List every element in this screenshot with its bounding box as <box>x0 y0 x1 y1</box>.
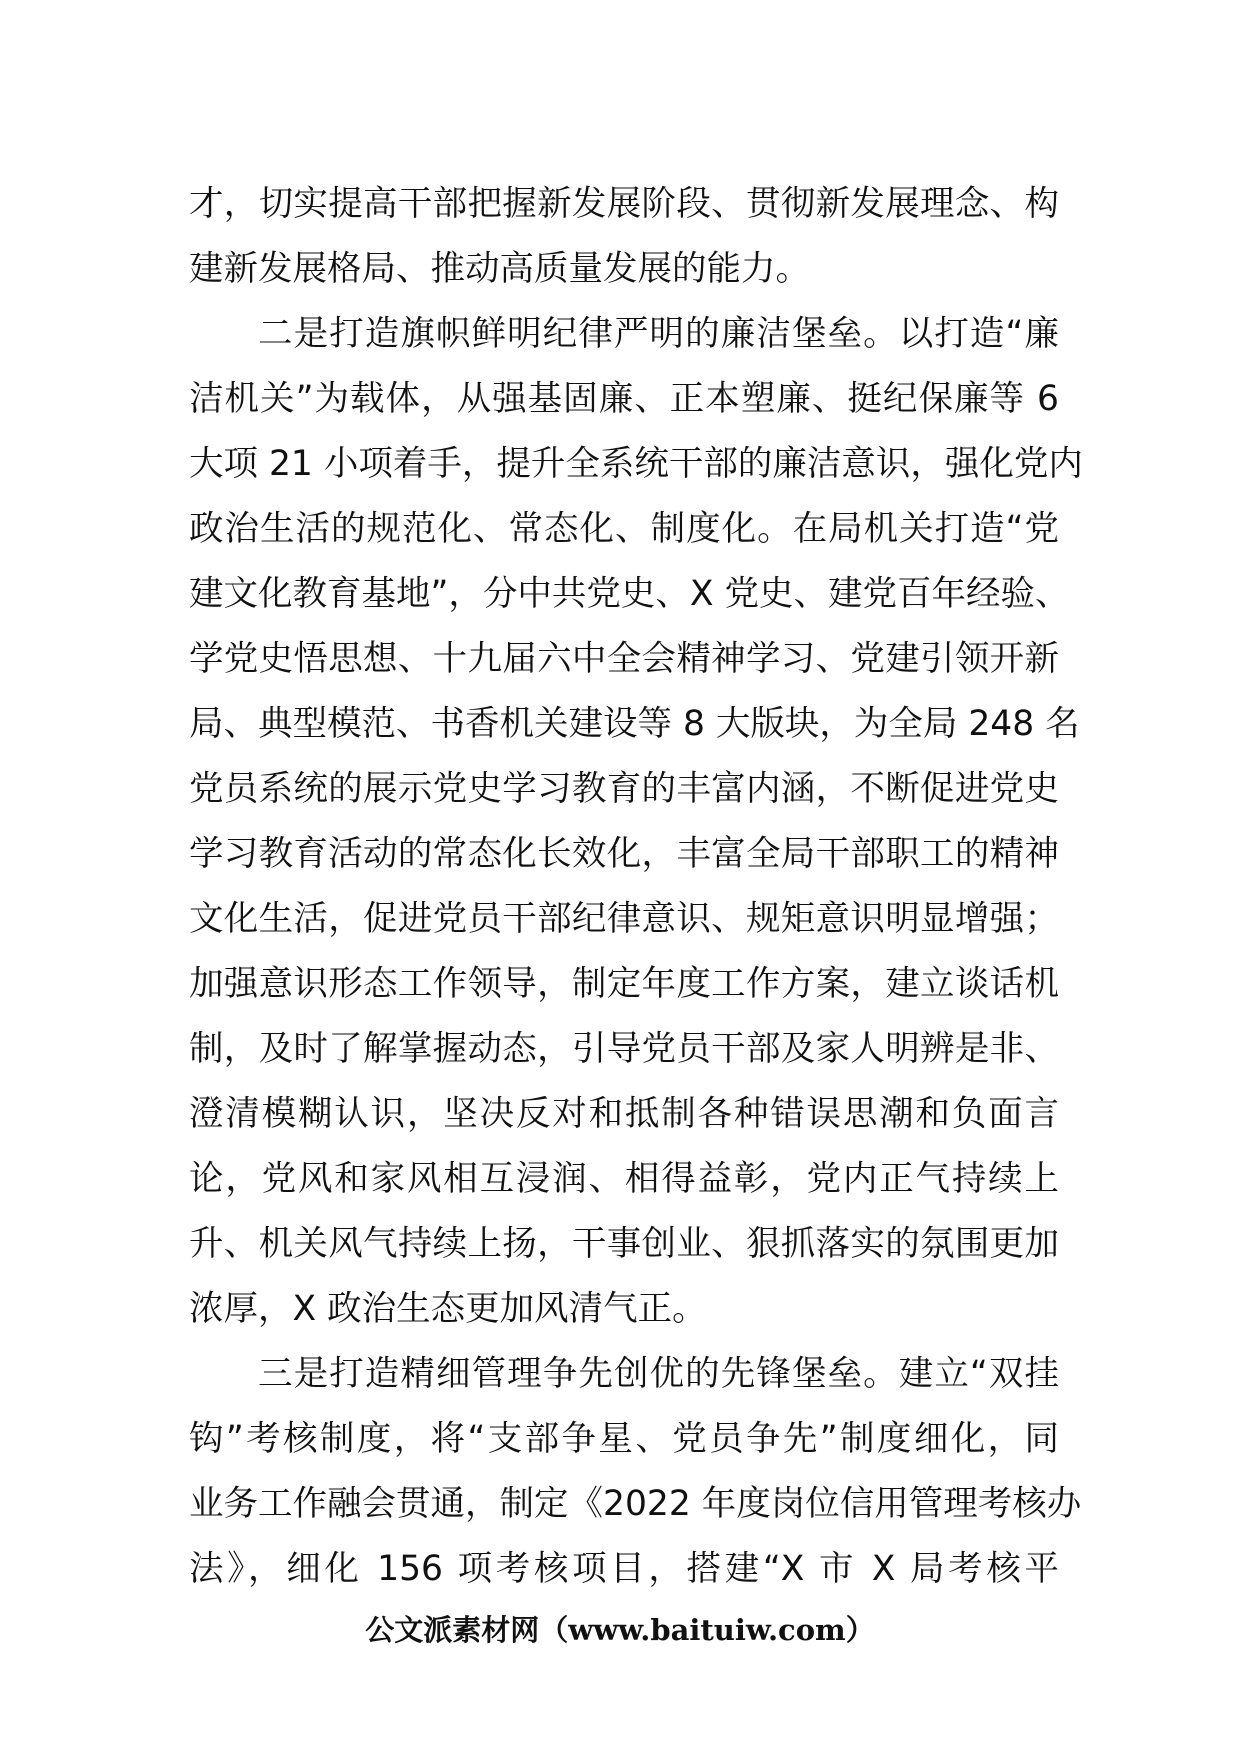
text-line: 学习教育活动的常态化长效化，丰富全局干部职工的精神 <box>189 834 1059 874</box>
text-line: 学党史悟思想、十九届六中全会精神学习、党建引领开新 <box>189 639 1059 679</box>
text-line: 二是打造旗帜鲜明纪律严明的廉洁堡垒。以打造“廉 <box>258 314 1059 354</box>
text-line: 政治生活的规范化、常态化、制度化。在局机关打造“党 <box>189 509 1059 549</box>
text-line: 加强意识形态工作领导，制定年度工作方案，建立谈话机 <box>189 964 1059 1004</box>
text-line: 文化生活，促进党员干部纪律意识、规矩意识明显增强； <box>189 899 1059 939</box>
text-line: 论，党风和家风相互浸润、相得益彰，党内正气持续上 <box>189 1159 1059 1199</box>
footer-watermark: 公文派素材网（www.baituiw.com） <box>365 1613 875 1647</box>
text-line: 业务工作融会贯通，制定《2022 年度岗位信用管理考核办 <box>189 1484 1082 1524</box>
text-line: 建文化教育基地”，分中共党史、X 党史、建党百年经验、 <box>189 574 1070 614</box>
text-line: 党员系统的展示党史学习教育的丰富内涵，不断促进党史 <box>189 769 1059 809</box>
text-line: 大项 21 小项着手，提升全系统干部的廉洁意识，强化党内 <box>189 444 1083 484</box>
text-line: 法》，细化 156 项考核项目，搭建“X 市 X 局考核平 <box>189 1549 1059 1589</box>
text-line: 才，切实提高干部把握新发展阶段、贯彻新发展理念、构 <box>189 184 1059 224</box>
text-line: 澄清模糊认识，坚决反对和抵制各种错误思潮和负面言 <box>189 1094 1059 1134</box>
text-line: 三是打造精细管理争先创优的先锋堡垒。建立“双挂 <box>258 1354 1059 1394</box>
text-line: 洁机关”为载体，从强基固廉、正本塑廉、挺纪保廉等 6 <box>189 379 1059 419</box>
body-text <box>189 172 1083 1602</box>
text-line: 建新发展格局、推动高质量发展的能力。 <box>189 249 810 289</box>
text-line: 局、典型模范、书香机关建设等 8 大版块，为全局 248 名 <box>189 704 1080 744</box>
text-line: 升、机关风气持续上扬，干事创业、狠抓落实的氛围更加 <box>189 1224 1059 1264</box>
text-line: 钩”考核制度，将“支部争星、党员争先”制度细化，同 <box>189 1419 1059 1459</box>
text-line: 浓厚，X 政治生态更加风清气正。 <box>189 1289 707 1329</box>
text-line: 制，及时了解掌握动态，引导党员干部及家人明辨是非、 <box>189 1029 1059 1069</box>
